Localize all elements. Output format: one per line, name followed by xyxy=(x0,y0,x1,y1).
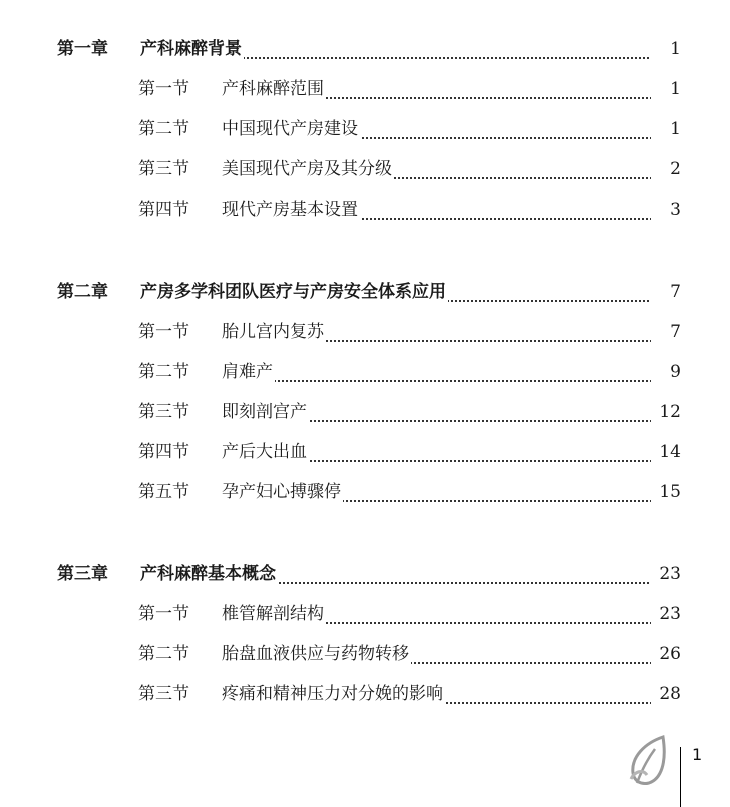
section-title: 美国现代产房及其分级 xyxy=(222,155,394,183)
page-number: 1 xyxy=(651,35,681,63)
section-number: 第三节 xyxy=(138,402,189,422)
toc-section-row[interactable] xyxy=(0,155,730,183)
toc-section-row[interactable] xyxy=(0,318,730,346)
section-number: 第一节 xyxy=(138,79,189,99)
toc-section-row[interactable] xyxy=(0,196,730,224)
section-number: 第四节 xyxy=(138,200,189,220)
page-number: 23 xyxy=(651,560,681,588)
chapter-title: 产科麻醉基本概念 xyxy=(140,560,278,588)
section-number: 第一节 xyxy=(138,604,189,624)
section-title: 孕产妇心搏骤停 xyxy=(222,478,343,506)
section-title: 现代产房基本设置 xyxy=(222,196,360,224)
section-title: 肩难产 xyxy=(222,358,275,386)
section-number: 第二节 xyxy=(138,362,189,382)
page-number: 28 xyxy=(651,680,681,708)
footer-page-number: 1 xyxy=(692,745,703,764)
page-number: 7 xyxy=(651,318,681,346)
chapter-title: 产科麻醉背景 xyxy=(140,35,244,63)
page-number: 26 xyxy=(651,640,681,668)
toc-section-row[interactable] xyxy=(0,75,730,103)
toc-section-row[interactable] xyxy=(0,398,730,426)
section-title: 中国现代产房建设 xyxy=(222,115,360,143)
section-number: 第二节 xyxy=(138,644,189,664)
chapter-number: 第一章 xyxy=(57,39,108,59)
chapter-number: 第三章 xyxy=(57,564,108,584)
toc-section-row[interactable] xyxy=(0,438,730,466)
section-number: 第三节 xyxy=(138,159,189,179)
page-number: 14 xyxy=(651,438,681,466)
section-title: 产后大出血 xyxy=(222,438,309,466)
section-title: 疼痛和精神压力对分娩的影响 xyxy=(222,680,445,708)
page-number: 23 xyxy=(651,600,681,628)
page-number: 1 xyxy=(651,115,681,143)
section-title: 产科麻醉范围 xyxy=(222,75,326,103)
section-title: 胎儿宫内复苏 xyxy=(222,318,326,346)
page-number: 2 xyxy=(651,155,681,183)
section-title: 椎管解剖结构 xyxy=(222,600,326,628)
toc-section-row[interactable] xyxy=(0,115,730,143)
page-number: 12 xyxy=(651,398,681,426)
toc-section-row[interactable] xyxy=(0,600,730,628)
page-number: 3 xyxy=(651,196,681,224)
section-number: 第一节 xyxy=(138,322,189,342)
dot-leader xyxy=(222,364,672,382)
toc-chapter-row[interactable] xyxy=(0,560,730,588)
toc-section-row[interactable] xyxy=(0,358,730,386)
page-number: 1 xyxy=(651,75,681,103)
chapter-number: 第二章 xyxy=(57,282,108,302)
section-title: 即刻剖宫产 xyxy=(222,398,309,426)
toc-chapter-row[interactable] xyxy=(0,278,730,306)
footer-divider xyxy=(680,747,681,807)
section-number: 第三节 xyxy=(138,684,189,704)
leaf-logo-icon xyxy=(625,735,673,787)
toc-section-row[interactable] xyxy=(0,680,730,708)
toc-chapter-row[interactable] xyxy=(0,35,730,63)
toc-section-row[interactable] xyxy=(0,478,730,506)
page-number: 15 xyxy=(651,478,681,506)
page-number: 7 xyxy=(651,278,681,306)
toc-section-row[interactable] xyxy=(0,640,730,668)
page-number: 9 xyxy=(651,358,681,386)
section-title: 胎盘血液供应与药物转移 xyxy=(222,640,411,668)
chapter-title: 产房多学科团队医疗与产房安全体系应用 xyxy=(140,278,448,306)
section-number: 第二节 xyxy=(138,119,189,139)
section-number: 第四节 xyxy=(138,442,189,462)
section-number: 第五节 xyxy=(138,482,189,502)
